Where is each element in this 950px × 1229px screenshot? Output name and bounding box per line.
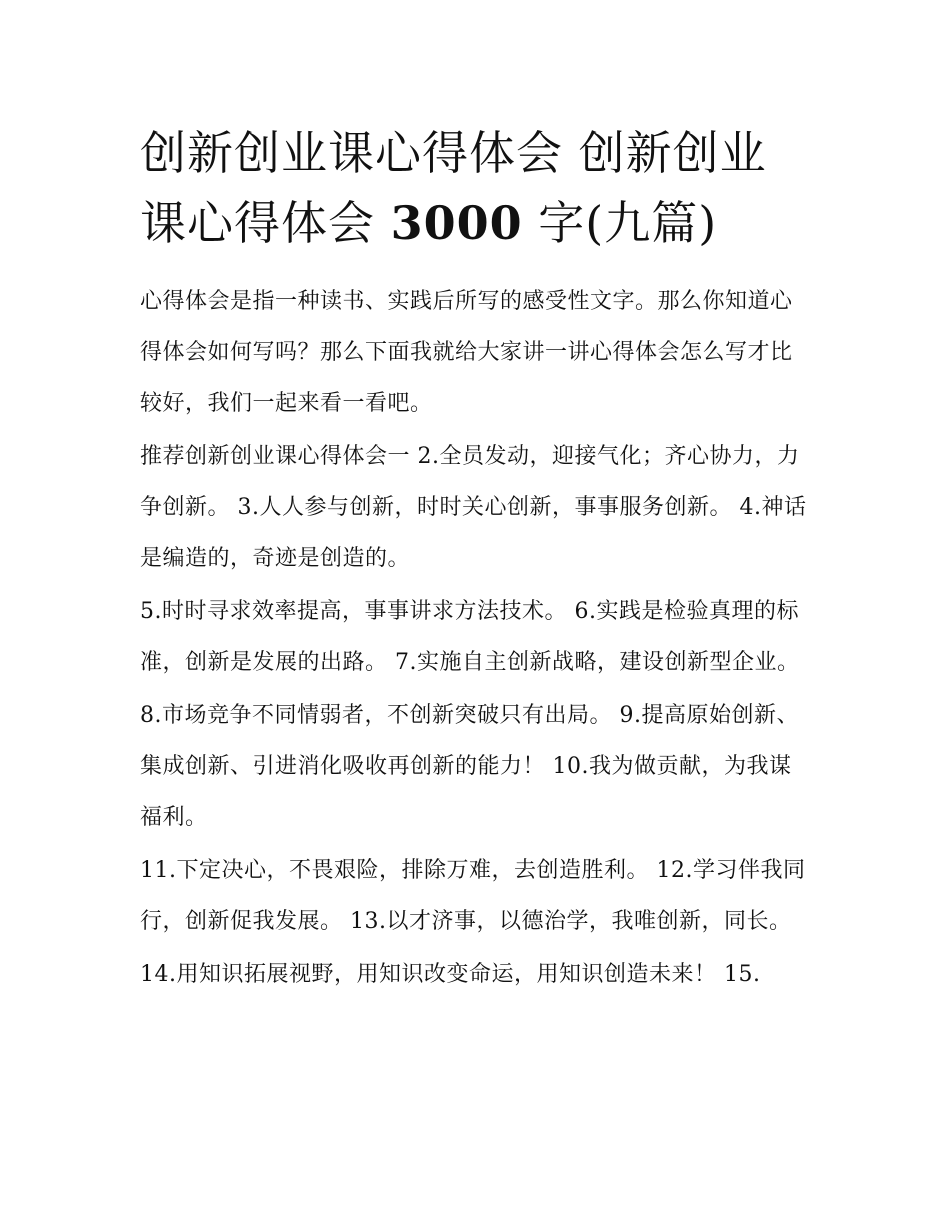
body-paragraph: 推荐创新创业课心得体会一 2.全员发动，迎接气化；齐心协力，力争创新。 3.人人参与创新，时时关心创新，事事服务创新。 4.神话是编造的，奇迹是创造的。	[140, 444, 807, 571]
body-paragraph: 5.时时寻求效率提高，事事讲求方法技术。 6.实践是检验真理的标准，创新是发展的出路。 7.实施自主创新战略，建设创新型企业。	[140, 599, 800, 675]
body-paragraph: 14.用知识拓展视野，用知识改变命运，用知识创造未来！ 15.	[140, 962, 761, 987]
intro-paragraph: 心得体会是指一种读书、实践后所写的感受性文字。那么你知道心得体会如何写吗？那么下面我就给大家讲一讲心得体会怎么写才比较好，我们一起来看一看吧。	[140, 289, 793, 416]
body-paragraph: 8.市场竞争不同情弱者，不创新突破只有出局。 9.提高原始创新、集成创新、引进消化吸收再创新的能力！ 10.我为做贡献，为我谋福利。	[140, 703, 799, 830]
title-suffix: 字(九篇)	[522, 196, 718, 250]
document-page	[140, 118, 812, 1002]
body-paragraph: 11.下定决心，不畏艰险，排除万难，去创造胜利。 12.学习伴我同行，创新促我发展。 13.以才济事，以德治学，我唯创新，同长。	[140, 858, 806, 934]
document-title	[140, 118, 812, 258]
title-number: 3000	[390, 196, 523, 250]
title-text: 创新创业课心得体会 创新创业课心得体会	[140, 126, 767, 250]
